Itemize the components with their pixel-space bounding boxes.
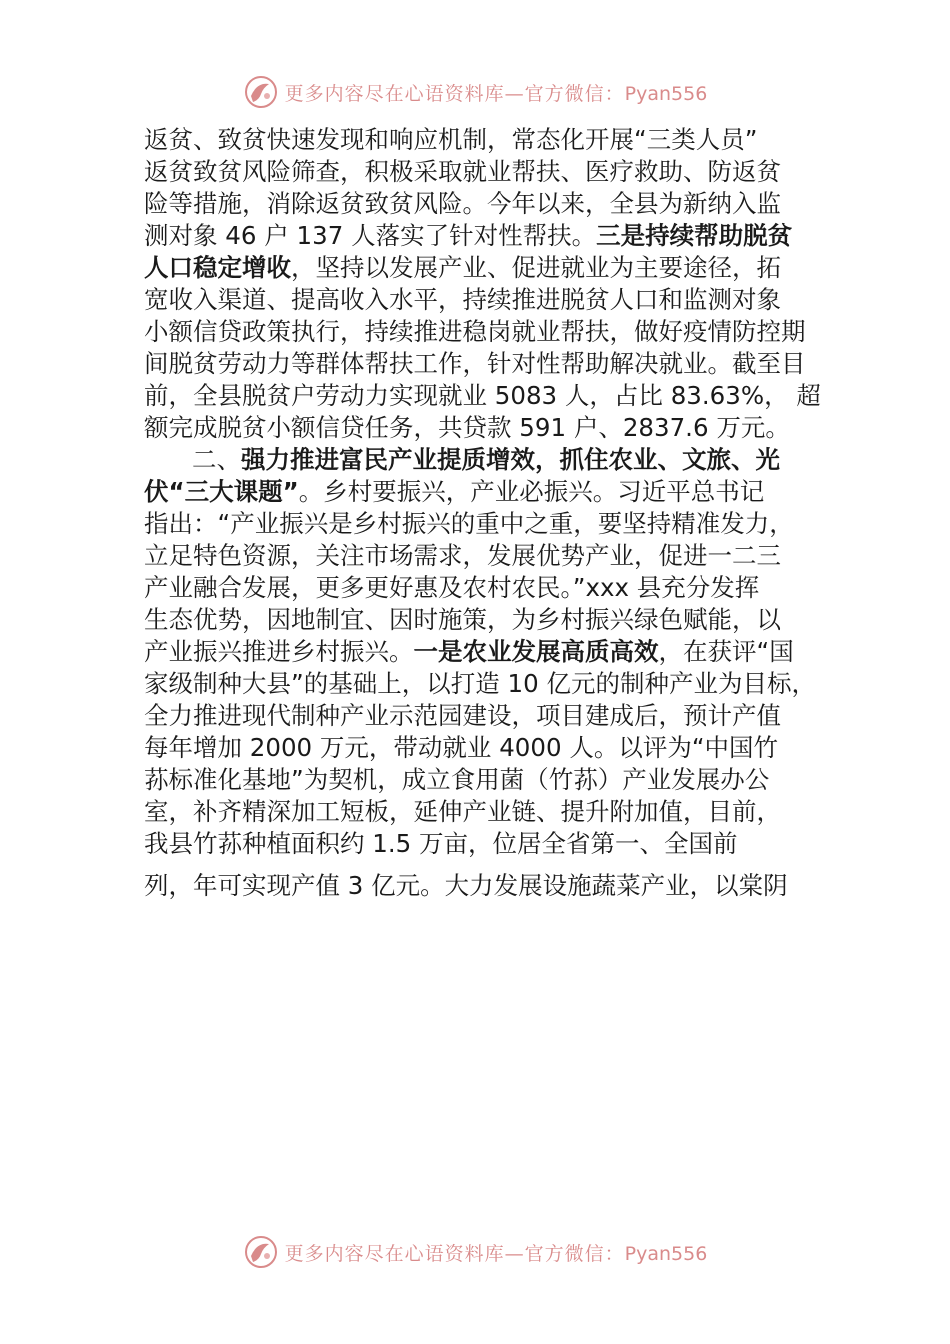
- bold-text-segment: 伏“三大课题”: [144, 477, 299, 506]
- text-segment: 前，全县脱贫户劳动力实现就业 5083 人，占比 83.63%， 超: [144, 381, 821, 410]
- text-line: [144, 220, 824, 252]
- text-line: [144, 444, 824, 476]
- text-line: [144, 540, 824, 572]
- text-segment: 宽收入渠道、提高收入水平，持续推进脱贫人口和监测对象: [144, 285, 781, 314]
- text-line: [144, 668, 824, 700]
- bold-text-segment: 强力推进富民产业提质增效，抓住农业、文旅、光: [241, 445, 780, 474]
- text-segment: 产业振兴推进乡村振兴。: [144, 637, 414, 666]
- text-line: [144, 348, 824, 380]
- text-line: [144, 732, 824, 764]
- text-segment: 立足特色资源，关注市场需求，发展优势产业，促进一二三: [144, 541, 781, 570]
- text-segment: 间脱贫劳动力等群体帮扶工作，针对性帮助解决就业。截至目: [144, 349, 806, 378]
- text-line: [144, 316, 824, 348]
- watermark-id: Pyan556: [624, 82, 708, 105]
- text-segment: 每年增加 2000 万元，带动就业 4000 人。以评为“中国竹: [144, 733, 779, 762]
- text-segment: 。乡村要振兴，产业必振兴。习近平总书记: [298, 477, 765, 506]
- text-line: [144, 508, 824, 540]
- text-segment: 返贫致贫风险筛查，积极采取就业帮扶、医疗救助、防返贫: [144, 157, 781, 186]
- text-segment: 二、: [192, 445, 241, 474]
- watermark-text: 更多内容尽在心语资料库—官方微信：Pyan556: [284, 82, 708, 105]
- text-line: [144, 124, 824, 156]
- text-line: [144, 604, 824, 636]
- text-line: [144, 764, 824, 796]
- text-segment: 指出：“产业振兴是乡村振兴的重中之重，要坚持精准发力，: [144, 509, 794, 538]
- text-segment: 全力推进现代制种产业示范园建设，项目建成后，预计产值: [144, 701, 781, 730]
- text-segment: 荪标准化基地”为契机，成立食用菌（竹荪）产业发展办公: [144, 765, 770, 794]
- text-line: [144, 476, 824, 508]
- text-segment: 家级制种大县”的基础上，以打造 10 亿元的制种产业为目标，: [144, 669, 816, 698]
- text-segment: ，在获评“国: [658, 637, 794, 666]
- logo-icon: [243, 74, 279, 110]
- header-watermark: [0, 72, 950, 112]
- text-segment: 返贫、致贫快速发现和响应机制，常态化开展“三类人员”: [144, 125, 758, 154]
- text-segment: 测对象 46 户 137 人落实了针对性帮扶。: [144, 221, 597, 250]
- text-segment: 险等措施，消除返贫致贫风险。今年以来，全县为新纳入监: [144, 189, 781, 218]
- text-line: [144, 572, 824, 604]
- text-line: [144, 252, 824, 284]
- text-segment: 列，年可实现产值 3 亿元。大力发展设施蔬菜产业，以棠阴: [144, 871, 788, 900]
- logo-icon: [243, 1234, 279, 1270]
- bold-text-segment: 一是农业发展高质高效: [413, 637, 659, 666]
- text-line: [144, 796, 824, 828]
- text-segment: 小额信贷政策执行，持续推进稳岗就业帮扶，做好疫情防控期: [144, 317, 806, 346]
- bold-text-segment: 三是持续帮助脱贫: [596, 221, 793, 250]
- document-body: [144, 124, 824, 902]
- text-segment: 我县竹荪种植面积约 1.5 万亩，位居全省第一、全国前: [144, 829, 738, 858]
- text-line: [144, 188, 824, 220]
- text-line: [144, 156, 824, 188]
- text-segment: ，坚持以发展产业、促进就业为主要途径，拓: [291, 253, 781, 282]
- text-segment: 生态优势，因地制宜、因时施策，为乡村振兴绿色赋能，以: [144, 605, 781, 634]
- text-line: [144, 700, 824, 732]
- watermark-id: Pyan556: [624, 1242, 708, 1265]
- text-segment: 产业融合发展，更多更好惠及农村农民。”xxx 县充分发挥: [144, 573, 760, 602]
- footer-watermark: [0, 1232, 950, 1272]
- bold-text-segment: 人口稳定增收: [144, 253, 291, 282]
- text-segment: 额完成脱贫小额信贷任务，共贷款 591 户、2837.6 万元。: [144, 413, 790, 442]
- text-line: [144, 636, 824, 668]
- text-line: [144, 828, 824, 860]
- text-segment: 室，补齐精深加工短板，延伸产业链、提升附加值，目前，: [144, 797, 781, 826]
- text-line: [144, 412, 824, 444]
- text-line: [144, 380, 824, 412]
- text-line: [144, 870, 824, 902]
- watermark-text: 更多内容尽在心语资料库—官方微信：Pyan556: [284, 1242, 708, 1265]
- text-line: [144, 284, 824, 316]
